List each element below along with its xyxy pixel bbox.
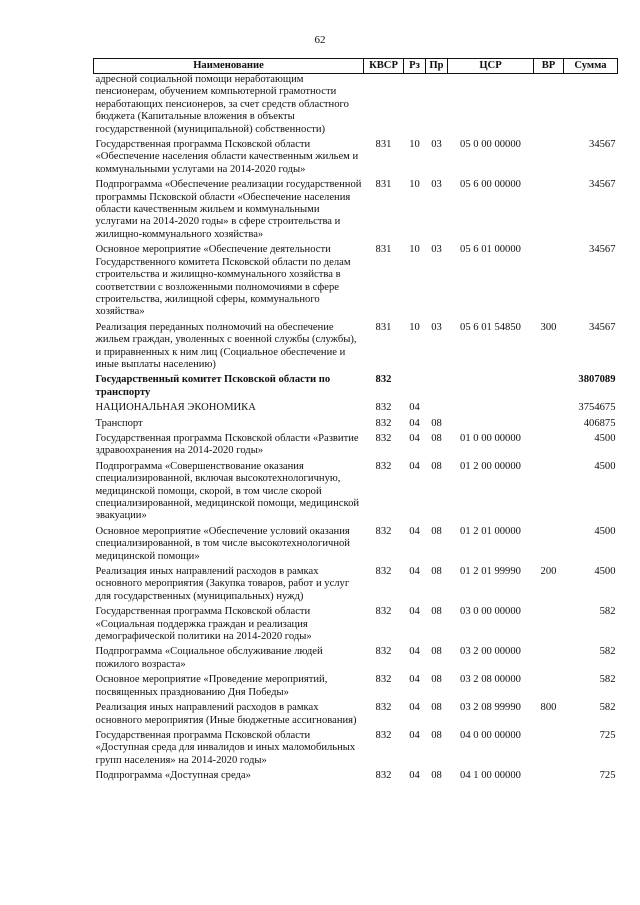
cell-kvsr — [364, 74, 404, 140]
cell-sum: 4500 — [594, 566, 616, 578]
cell-rz — [404, 374, 426, 402]
cell-kvsr: 832 — [375, 770, 392, 782]
cell-kvsr: 832 — [375, 417, 392, 429]
cell-vr — [534, 606, 564, 646]
table-row — [94, 244, 618, 321]
table-row — [94, 139, 618, 179]
cell-pr: 08 — [431, 770, 442, 782]
cell-pr — [426, 402, 448, 417]
cell-name: Государственная программа Псковской области «Обеспечение населения области качественным жильем и коммунальными услугами на 2014-2020 годы» — [95, 139, 359, 175]
cell-kvsr: 832 — [375, 566, 392, 578]
cell-pr: 08 — [431, 729, 442, 741]
cell-pr: 03 — [431, 179, 442, 191]
header-pr: Пр — [426, 59, 448, 74]
budget-table — [93, 58, 618, 786]
cell-vr — [534, 244, 564, 321]
cell-sum: 34567 — [589, 321, 616, 333]
table-row — [94, 374, 618, 402]
table-row — [94, 74, 618, 140]
cell-pr: 08 — [431, 606, 442, 618]
cell-csr: 03 2 08 99990 — [460, 702, 521, 714]
cell-rz: 04 — [409, 432, 420, 444]
cell-pr: 08 — [431, 432, 442, 444]
page-number: 62 — [314, 34, 326, 46]
cell-rz: 04 — [409, 525, 420, 537]
table-body — [94, 74, 618, 786]
cell-kvsr: 831 — [375, 139, 392, 151]
cell-kvsr: 832 — [375, 432, 392, 444]
cell-csr: 04 0 00 00000 — [460, 729, 521, 741]
cell-rz: 04 — [409, 566, 420, 578]
cell-name: Реализация переданных полномочий на обеспечение жильем граждан, уволенных с военной службы (службы), и приравненных к ним лиц (Социальное обеспечение и иные выплаты населению) — [95, 321, 357, 370]
cell-csr — [448, 374, 534, 402]
header-name: Наименование — [94, 59, 364, 74]
table-row — [94, 433, 618, 461]
cell-name: Основное мероприятие «Проведение мероприятий, посвященных празднованию Дня Победы» — [95, 674, 328, 698]
cell-rz: 10 — [409, 179, 420, 191]
cell-vr: 800 — [540, 702, 557, 714]
cell-name: НАЦИОНАЛЬНАЯ ЭКОНОМИКА — [95, 402, 256, 414]
cell-csr — [448, 74, 534, 140]
cell-rz: 10 — [409, 139, 420, 151]
cell-pr — [426, 374, 448, 402]
cell-csr: 03 0 00 00000 — [460, 606, 521, 618]
cell-name: Основное мероприятие «Обеспечение условий оказания специализированной, в том числе высокотехнологичной медицинской помощи» — [95, 525, 350, 562]
cell-vr — [534, 646, 564, 674]
cell-kvsr: 832 — [375, 460, 392, 472]
cell-pr: 03 — [431, 321, 442, 333]
table-row — [94, 702, 618, 730]
cell-kvsr: 832 — [375, 702, 392, 714]
cell-pr — [426, 74, 448, 140]
cell-vr — [534, 374, 564, 402]
cell-csr: 01 2 01 00000 — [460, 525, 521, 537]
table-row — [94, 322, 618, 375]
cell-rz: 04 — [409, 729, 420, 741]
table-row — [94, 566, 618, 606]
cell-pr: 08 — [431, 525, 442, 537]
cell-rz — [404, 74, 426, 140]
cell-csr: 05 6 01 54850 — [460, 321, 521, 333]
cell-vr — [534, 139, 564, 179]
header-csr: ЦСР — [448, 59, 534, 74]
cell-rz: 04 — [409, 770, 420, 782]
cell-rz: 04 — [409, 702, 420, 714]
cell-kvsr: 832 — [375, 674, 392, 686]
table-row — [94, 461, 618, 526]
cell-rz: 10 — [409, 321, 420, 333]
cell-name: Основное мероприятие «Обеспечение деятельности Государственного комитета Псковской области по делам строительства и жилищно-коммунального хозяйства в соответствии с возложенными полномочиями в сфере строительства, жилищной сферы, коммунального хозяйства» — [95, 244, 351, 318]
cell-vr — [534, 461, 564, 526]
table-row — [94, 770, 618, 785]
cell-csr: 01 2 00 00000 — [460, 460, 521, 472]
cell-name: Подпрограмма «Совершенствование оказания специализированной, включая высокотехнологичную, медицинской помощи, скорой, в том числе скорой специализированной, медицинской помощи, медицинской эвакуации» — [95, 460, 360, 522]
table-row — [94, 526, 618, 566]
cell-pr: 08 — [431, 646, 442, 658]
cell-rz: 04 — [409, 674, 420, 686]
cell-name: Государственная программа Псковской области «Социальная поддержка граждан и реализация демографической политики на 2014-2020 годы» — [95, 606, 312, 643]
cell-vr: 200 — [540, 566, 557, 578]
cell-vr — [534, 433, 564, 461]
table-row — [94, 606, 618, 646]
table-row — [94, 418, 618, 433]
cell-sum: 582 — [599, 674, 616, 686]
cell-rz: 04 — [409, 460, 420, 472]
cell-csr — [448, 418, 534, 433]
header-kvsr: КВСР — [364, 59, 404, 74]
cell-name: Государственный комитет Псковской области по транспорту — [95, 374, 331, 398]
cell-vr — [534, 730, 564, 770]
cell-name: Реализация иных направлений расходов в рамках основного мероприятия (Иные бюджетные ассигнования) — [95, 702, 357, 726]
cell-sum: 4500 — [594, 432, 616, 444]
cell-csr: 01 0 00 00000 — [460, 432, 521, 444]
cell-rz: 10 — [409, 244, 420, 256]
cell-sum: 4500 — [594, 525, 616, 537]
table-row — [94, 402, 618, 417]
cell-sum: 582 — [599, 606, 616, 618]
cell-vr — [534, 74, 564, 140]
cell-kvsr: 832 — [375, 374, 392, 386]
cell-pr: 08 — [431, 674, 442, 686]
cell-rz: 04 — [409, 402, 420, 414]
header-sum: Сумма — [564, 59, 618, 74]
cell-vr — [534, 526, 564, 566]
cell-kvsr: 832 — [375, 646, 392, 658]
cell-vr: 300 — [540, 321, 557, 333]
table-row — [94, 179, 618, 244]
cell-kvsr: 831 — [375, 244, 392, 256]
header-vr: ВР — [534, 59, 564, 74]
cell-kvsr: 832 — [375, 525, 392, 537]
cell-sum: 34567 — [589, 179, 616, 191]
cell-sum: 582 — [599, 646, 616, 658]
cell-vr — [534, 770, 564, 785]
cell-rz: 04 — [409, 606, 420, 618]
cell-vr — [534, 674, 564, 702]
cell-sum: 34567 — [589, 139, 616, 151]
cell-pr: 08 — [431, 566, 442, 578]
cell-csr: 05 6 01 00000 — [460, 244, 521, 256]
cell-sum: 4500 — [594, 460, 616, 472]
cell-kvsr: 831 — [375, 179, 392, 191]
cell-sum: 3754675 — [578, 402, 616, 414]
cell-vr — [534, 179, 564, 244]
cell-pr: 03 — [431, 244, 442, 256]
table-row — [94, 646, 618, 674]
cell-csr: 01 2 01 99990 — [460, 566, 521, 578]
cell-csr: 04 1 00 00000 — [460, 770, 521, 782]
cell-sum: 3807089 — [578, 374, 616, 386]
cell-sum: 725 — [599, 770, 616, 782]
cell-name: адресной социальной помощи неработающим пенсионерам, обучением компьютерной грамотности неработающих пенсионеров, за счет средств областного бюджета (Капитальные вложения в объекты государственной (муниципальной) собственности) — [95, 74, 349, 135]
cell-csr: 05 0 00 00000 — [460, 139, 521, 151]
header-rz: Рз — [404, 59, 426, 74]
cell-pr: 08 — [431, 702, 442, 714]
cell-pr: 03 — [431, 139, 442, 151]
cell-sum: 725 — [599, 729, 616, 741]
cell-name: Государственная программа Псковской области «Развитие здравоохранения на 2014-2020 годы» — [95, 432, 359, 457]
cell-kvsr: 832 — [375, 606, 392, 618]
cell-name: Подпрограмма «Доступная среда» — [95, 770, 251, 782]
cell-vr — [534, 418, 564, 433]
table-header-row — [94, 59, 618, 74]
cell-sum: 582 — [599, 702, 616, 714]
cell-sum: 34567 — [589, 244, 616, 256]
cell-name: Подпрограмма «Обеспечение реализации государственной программы Псковской области «Обеспечение населения области качественным жильем и коммунальными услугами на 2014-2020 годы» в сфере строительства и жилищно-коммунального хозяйства» — [95, 179, 362, 240]
cell-csr: 05 6 00 00000 — [460, 179, 521, 191]
cell-csr — [448, 402, 534, 417]
cell-rz: 04 — [409, 646, 420, 658]
table-row — [94, 730, 618, 770]
cell-pr: 08 — [431, 460, 442, 472]
cell-csr: 03 2 00 00000 — [460, 646, 521, 658]
cell-vr — [534, 402, 564, 417]
cell-kvsr: 831 — [375, 321, 392, 333]
cell-name: Государственная программа Псковской области «Доступная среда для инвалидов и иных маломобильных групп населения» на 2014-2020 годы» — [95, 729, 356, 766]
cell-kvsr: 832 — [375, 402, 392, 414]
cell-name: Подпрограмма «Социальное обслуживание людей пожилого возраста» — [95, 646, 323, 670]
cell-sum — [564, 74, 618, 140]
cell-pr: 08 — [431, 417, 442, 429]
cell-name: Реализация иных направлений расходов в рамках основного мероприятия (Закупка товаров, работ и услуг для государственных (муниципальных) нужд) — [95, 566, 350, 602]
cell-kvsr: 832 — [375, 729, 392, 741]
cell-name: Транспорт — [95, 417, 143, 429]
cell-csr: 03 2 08 00000 — [460, 674, 521, 686]
cell-sum: 406875 — [583, 417, 616, 429]
cell-rz: 04 — [409, 417, 420, 429]
table-row — [94, 674, 618, 702]
